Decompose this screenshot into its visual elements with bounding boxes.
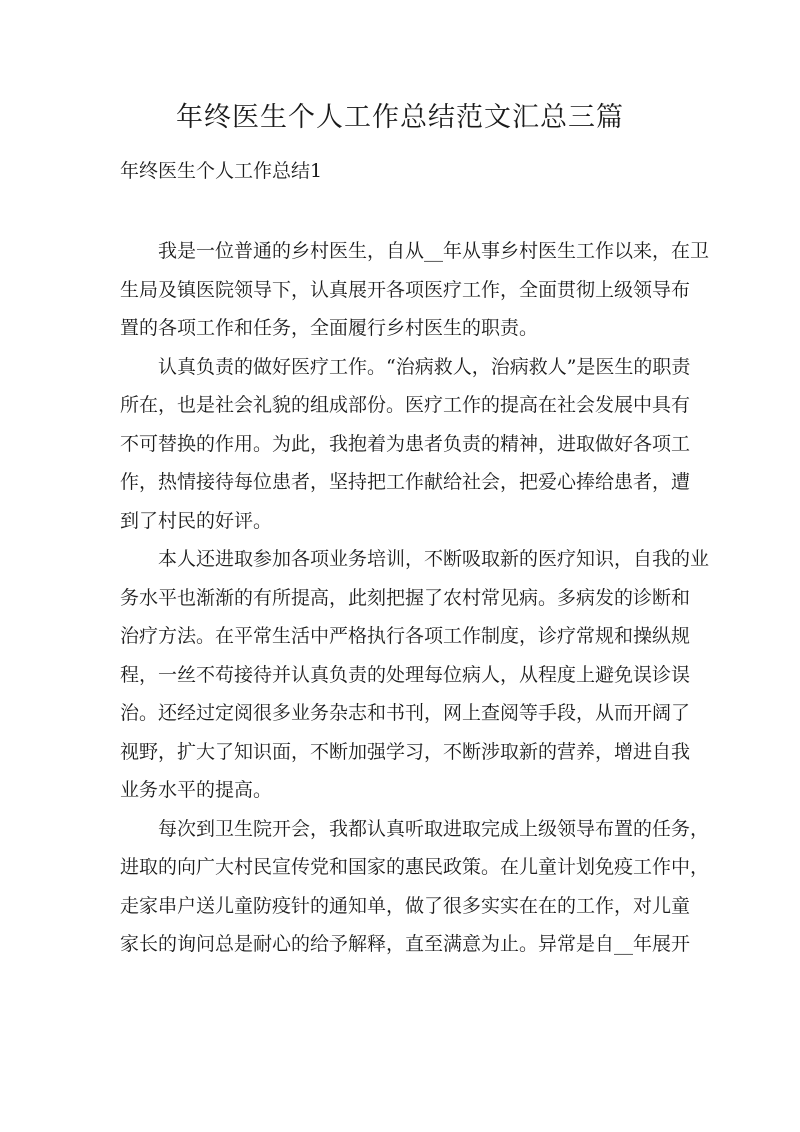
paragraph <box>120 540 710 810</box>
paragraph-line: 业务水平的提高。 <box>120 779 273 801</box>
paragraph-line: 到了村民的好评。 <box>120 509 273 532</box>
paragraph-line: 每次到卫生院开会，我都认真听取进取完成上级领导布置的任务， <box>158 817 710 840</box>
paragraph <box>120 810 710 964</box>
paragraph-line: 进取的向广大村民宣传党和国家的惠民政策。在儿童计划免疫工作中， <box>120 856 710 878</box>
paragraph <box>120 232 710 348</box>
paragraph-line: 作，热情接待每位患者，坚持把工作献给社会，把爱心捧给患者，遭 <box>120 471 691 493</box>
paragraph-line: 不可替换的作用。为此，我抱着为患者负责的精神，进取做好各项工 <box>120 432 691 455</box>
paragraph-line: 走家串户送儿童防疫针的通知单，做了很多实实在在的工作，对儿童 <box>120 894 691 917</box>
paragraph-line: 所在，也是社会礼貌的组成部份。医疗工作的提高在社会发展中具有 <box>120 394 691 416</box>
paragraph-line: 认真负责的做好医疗工作。“治病救人，治病救人”是医生的职责 <box>158 355 691 378</box>
paragraph-line: 治。还经过定阅很多业务杂志和书刊，网上查阅等手段，从而开阔了 <box>120 702 691 724</box>
paragraph-line: 程，一丝不苟接待并认真负责的处理每位病人，从程度上避免误诊误 <box>120 663 691 686</box>
paragraph-line: 生局及镇医院领导下，认真展开各项医疗工作，全面贯彻上级领导布 <box>120 278 691 301</box>
paragraph-line: 置的各项工作和任务，全面履行乡村医生的职责。 <box>120 317 539 339</box>
paragraph-line: 我是一位普通的乡村医生，自从__年从事乡村医生工作以来，在卫 <box>158 240 710 262</box>
document-title: 年终医生个人工作总结范文汇总三篇 <box>176 102 624 133</box>
paragraph-line: 视野，扩大了知识面，不断加强学习，不断涉取新的营养，增进自我 <box>120 740 691 763</box>
paragraph-line: 治疗方法。在平常生活中严格执行各项工作制度，诊疗常规和操纵规 <box>120 625 691 647</box>
paragraph-line: 务水平也渐渐的有所提高，此刻把握了农村常见病。多病发的诊断和 <box>120 586 691 609</box>
paragraph <box>120 348 691 541</box>
paragraph-line: 本人还进取参加各项业务培训，不断吸取新的医疗知识，自我的业 <box>158 548 710 570</box>
paragraph-line: 家长的询问总是耐心的给予解释，直至满意为止。异常是自__年展开 <box>120 933 691 955</box>
section-heading: 年终医生个人工作总结1 <box>120 160 323 182</box>
document-body <box>120 232 710 964</box>
